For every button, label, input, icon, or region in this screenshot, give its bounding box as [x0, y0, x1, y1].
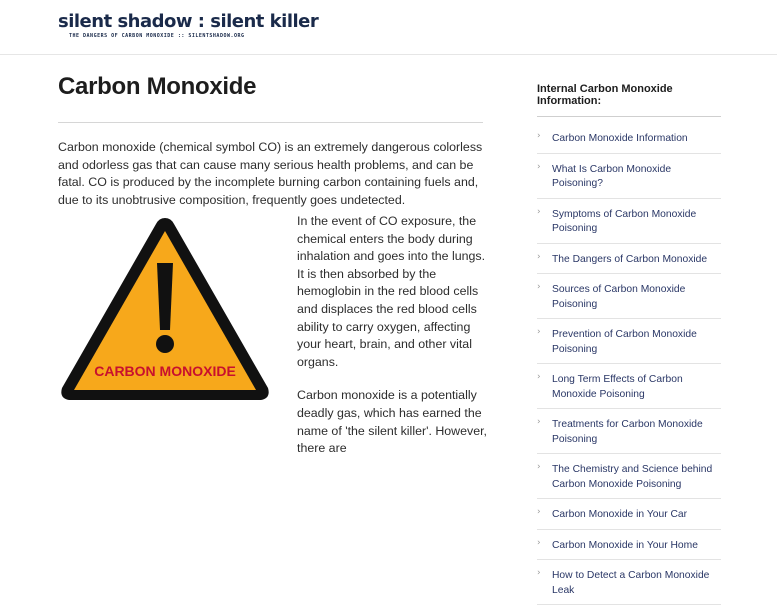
sidebar-item	[537, 250, 721, 275]
body-paragraph-2: Carbon monoxide is a potentially deadly gas, which has earned the name of 'the silent killer'. However, there are	[297, 388, 487, 456]
sidebar-item	[537, 325, 721, 364]
sidebar-link[interactable]: Treatments for Carbon Monoxide Poisoning	[552, 419, 703, 445]
exclamation-warning-triangle-icon	[58, 212, 272, 404]
sidebar-link[interactable]: Carbon Monoxide in Your Home	[552, 539, 698, 551]
sidebar-link-list	[537, 129, 721, 605]
sidebar-link[interactable]: Long Term Effects of Carbon Monoxide Poisoning	[552, 374, 683, 400]
sidebar-item	[537, 370, 721, 409]
sidebar-link[interactable]: Carbon Monoxide in Your Car	[552, 509, 688, 520]
sidebar-item	[537, 566, 721, 605]
main-content	[58, 55, 487, 456]
sidebar-link[interactable]: Prevention of Carbon Monoxide Poisoning	[552, 329, 697, 355]
warning-sign-label: CARBON MONOXIDE	[94, 363, 236, 379]
site-logo-link[interactable]	[58, 12, 318, 39]
chevron-right-icon: ›	[537, 537, 541, 548]
title-divider	[58, 122, 483, 123]
chevron-right-icon: ›	[537, 282, 541, 292]
sidebar-item	[537, 505, 721, 530]
chevron-right-icon: ›	[537, 372, 541, 382]
sidebar-link[interactable]: Sources of Carbon Monoxide Poisoning	[552, 284, 686, 310]
exclamation-dot	[156, 335, 174, 353]
sidebar-item	[537, 460, 721, 499]
chevron-right-icon: ›	[537, 161, 541, 172]
sidebar-item	[537, 415, 721, 454]
sidebar-title: Internal Carbon Monoxide Information:	[537, 83, 721, 117]
side-text	[297, 213, 487, 458]
sidebar-link[interactable]: Carbon Monoxide Information	[552, 133, 688, 144]
site-title: silent shadow : silent killer	[58, 11, 319, 32]
sidebar-link[interactable]: Symptoms of Carbon Monoxide Poisoning	[552, 208, 697, 234]
chevron-right-icon: ›	[537, 568, 541, 578]
chevron-right-icon: ›	[537, 206, 541, 217]
intro-paragraph: Carbon monoxide (chemical symbol CO) is an extremely dangerous colorless and odorless gas that can cause many serious health problems, and can be fatal. CO is produced by the incomplete burning carbon containing fuels and, due to its unobtrusive composition, frequently goes undetected.	[58, 140, 483, 207]
chevron-right-icon: ›	[537, 417, 541, 427]
site-tagline: THE DANGERS OF CARBON MONOXIDE :: SILENTSHADOW.ORG	[69, 33, 245, 39]
sidebar-item	[537, 205, 721, 244]
chevron-right-icon: ›	[537, 507, 541, 517]
chevron-right-icon: ›	[537, 131, 541, 141]
site-header	[0, 0, 777, 55]
body-paragraph-1: In the event of CO exposure, the chemical enters the body during inhalation and goes into the lungs. It is then absorbed by the hemoglobin in the red blood cells and displaces the red blood cells ability to carry oxygen, affecting your heart, brain, and other vital organs.	[297, 214, 486, 369]
carbon-monoxide-warning-sign	[58, 212, 272, 404]
sidebar-link[interactable]: What Is Carbon Monoxide Poisoning?	[552, 163, 672, 189]
sidebar-item	[537, 536, 721, 561]
sidebar-item	[537, 280, 721, 319]
sidebar-link[interactable]: How to Detect a Carbon Monoxide Leak	[552, 570, 710, 596]
sidebar-item	[537, 160, 721, 199]
sidebar-link[interactable]: The Dangers of Carbon Monoxide	[552, 253, 708, 265]
sidebar-link[interactable]: The Chemistry and Science behind Carbon Monoxide Poisoning	[552, 464, 713, 490]
chevron-right-icon: ›	[537, 462, 541, 472]
chevron-right-icon: ›	[537, 327, 541, 337]
sidebar-item	[537, 129, 721, 154]
page-title: Carbon Monoxide	[58, 73, 257, 100]
chevron-right-icon: ›	[537, 251, 541, 262]
sidebar	[537, 83, 721, 611]
